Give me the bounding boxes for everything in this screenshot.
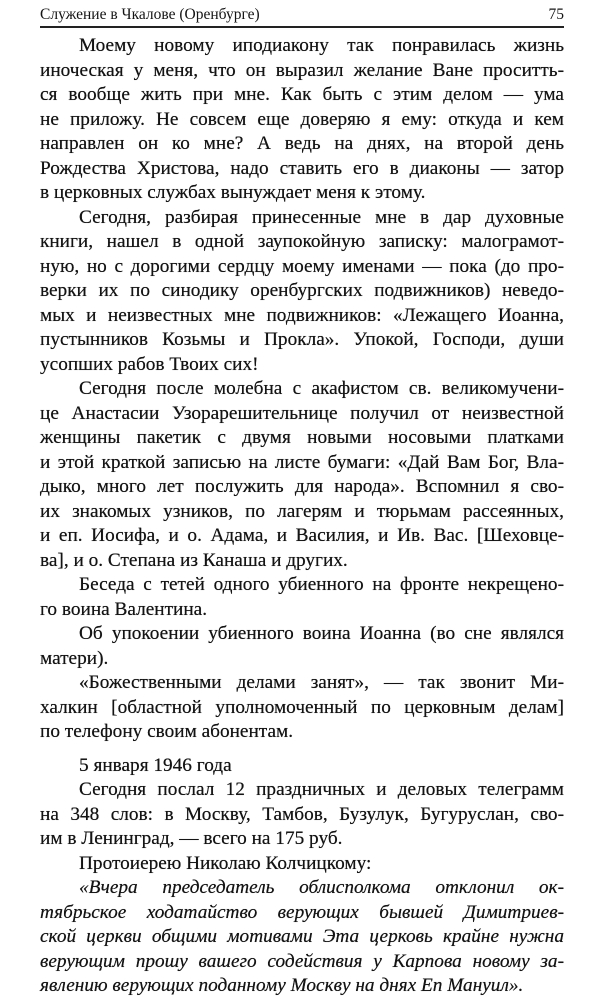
text-line: и этой краткой записью на листе бумаги: «Дай Вам Бог, Вла- [40, 451, 564, 473]
text-line: матери). [40, 647, 109, 669]
page-number: 75 [548, 6, 564, 23]
text-line: верки их по синодику оренбургских подвижников) неведо- [40, 280, 564, 301]
text-line: иноческая у меня, что он выразил желание Ване проситть- [40, 59, 564, 81]
text-line: го воина Валентина. [40, 598, 208, 620]
text-line: в церковных службах вынуждает меня к этому. [40, 182, 426, 203]
text-line: явлению верующих поданному Москву на днях Еп Мануил». [40, 975, 524, 996]
paragraph [40, 671, 564, 745]
text-line: 5 января 1946 года [79, 754, 232, 776]
text-line: Об упокоении убиенного воина Иоанна (во сне являлся [79, 623, 564, 644]
running-title: Служение в Чкалове (Оренбурге) [40, 6, 260, 23]
text-line: «Вчера председатель облисполкома отклонил ок- [79, 877, 564, 898]
text-line: верующим прошу вашего содействия у Карпова новому за- [40, 950, 564, 972]
text-line: Беседа с тетей одного убиенного на фронте некрещено- [79, 574, 564, 595]
quoted-telegram [40, 876, 564, 999]
text-line: по телефону своим абонентам. [40, 721, 294, 742]
text-line: усопших рабов Твоих сих! [40, 353, 259, 375]
text-line: ся вообще жить при мне. Как быть с этим делом — ума [40, 84, 564, 105]
text-line: тябрьское ходатайство верующих бывшей Димитриев- [40, 901, 564, 923]
text-line: мых и неизвестных мне подвижников: «Лежащего Иоанна, [40, 304, 564, 326]
text-line: Рождества Христова, надо ставить его в диаконы — затор [40, 157, 564, 179]
paragraph [40, 852, 564, 877]
text-line: це Анастасии Узорарешительнице получил от неизвестной [40, 402, 564, 424]
text-line: ва], и о. Степана из Канаша и других. [40, 549, 348, 571]
text-line: дыко, много лет послужить для народа». Вспомнил я сво- [40, 476, 564, 497]
text-line: им в Ленинград, — всего на 175 руб. [40, 828, 343, 849]
text-line: женщины пакетик с двумя новыми носовыми платками [40, 427, 564, 448]
text-line: Моему новому иподиакону так понравилась жизнь [79, 35, 564, 56]
text-line: «Божественными делами занят», — так звонит Ми- [79, 672, 564, 693]
paragraph [40, 622, 564, 671]
text-line: направлен он ко мне? А ведь на днях, на второй день [40, 133, 564, 154]
paragraph [40, 377, 564, 573]
text-line: их знакомых узников, по лагерям и тюрьмам рассеянных, [40, 500, 564, 522]
text-line: Сегодня послал 12 праздничных и деловых телеграмм [79, 779, 564, 800]
text-line: пустынников Козьмы и Прокла». Упокой, Господи, души [40, 329, 564, 350]
text-line: не приложу. Не совсем еще доверяю я ему: откуда и кем [40, 108, 564, 130]
text-line: ской церкви общими мотивами Эта церковь крайне нужна [40, 926, 564, 947]
date-heading [40, 754, 564, 779]
text-line: на 348 слов: в Москву, Тамбов, Бузулук, Бугуруслан, сво- [40, 803, 564, 825]
text-line: Сегодня, разбирая принесенные мне в дар духовные [79, 206, 564, 228]
text-line: Сегодня после молебна с акафистом св. великомучени- [79, 378, 564, 399]
paragraph [40, 206, 564, 378]
paragraph [40, 34, 564, 206]
header-rule [40, 26, 564, 28]
running-header [40, 4, 564, 24]
paragraph [40, 573, 564, 622]
text-line: ную, но с дорогими сердцу моему именами — пока (до про- [40, 255, 564, 277]
paragraph [40, 778, 564, 852]
page-body [40, 34, 564, 999]
text-line: и еп. Иосифа, и о. Адама, и Василия, и Ив. Вас. [Шеховце- [40, 525, 564, 546]
text-line: Протоиерею Николаю Колчицкому: [79, 852, 372, 874]
text-line: книги, нашел в одной заупокойную записку: малограмот- [40, 231, 564, 252]
text-line: халкин [областной уполномоченный по церковным делам] [40, 696, 564, 718]
